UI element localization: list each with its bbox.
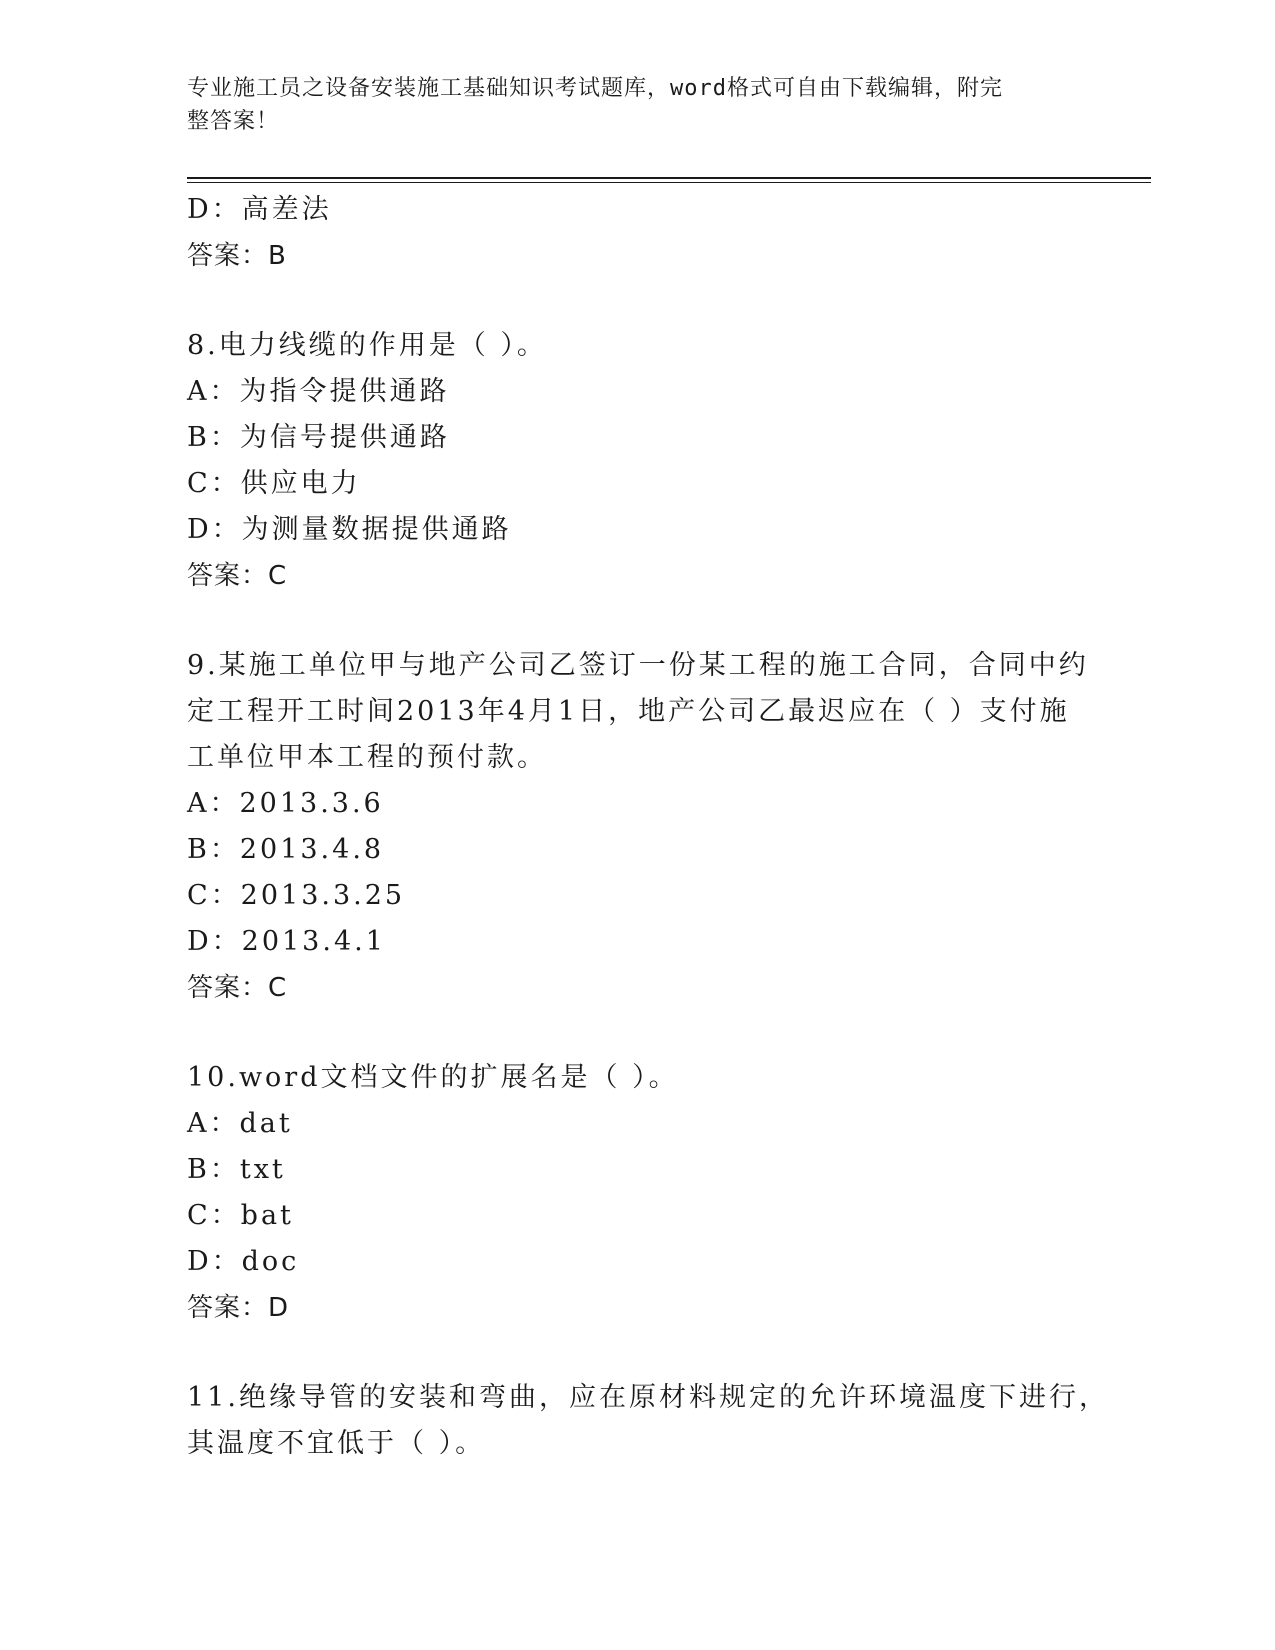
answer: 答案：B: [187, 241, 287, 271]
question-text-line-3: 工单位甲本工程的预付款。: [187, 742, 547, 773]
option-d: D：doc: [187, 1246, 300, 1277]
header-line-1: 专业施工员之设备安装施工基础知识考试题库，word格式可自由下载编辑，附完: [187, 76, 1003, 101]
spacer: [187, 1331, 1067, 1375]
question-text: 8.电力线缆的作用是（ ）。: [187, 330, 547, 361]
option-b: B：为信号提供通路: [187, 422, 450, 453]
question-11: [187, 1375, 1109, 1467]
question-text: 10.word文档文件的扩展名是（ ）。: [187, 1062, 679, 1093]
option-a: A：2013.3.6: [187, 788, 384, 819]
option-d: D：2013.4.1: [187, 926, 386, 957]
answer: 答案：C: [187, 561, 288, 591]
answer: 答案：D: [187, 1293, 290, 1323]
document-header: [187, 72, 1067, 138]
option-d: D：为测量数据提供通路: [187, 514, 512, 545]
header-divider-thin: [187, 182, 1151, 183]
option-d: D：高差法: [187, 194, 332, 225]
option-c: C：bat: [187, 1200, 294, 1231]
option-c: C：2013.3.25: [187, 880, 406, 911]
question-list: [187, 187, 1109, 1467]
option-c: C：供应电力: [187, 468, 361, 499]
option-b: B：txt: [187, 1154, 286, 1185]
question-10: [187, 1055, 1067, 1331]
spacer: [187, 279, 1067, 323]
header-line-2: 整答案！: [187, 109, 280, 134]
question-text-line-2: 定工程开工时间2013年4月1日，地产公司乙最迟应在（ ）支付施: [187, 696, 1070, 727]
answer: 答案：C: [187, 973, 288, 1003]
question-text-line-2: 其温度不宜低于（ ）。: [187, 1428, 486, 1459]
header-divider-thick: [187, 177, 1151, 179]
spacer: [187, 599, 1067, 643]
question-8: [187, 323, 1067, 599]
option-a: A：为指令提供通路: [187, 376, 450, 407]
question-9: [187, 643, 1089, 1011]
spacer: [187, 1011, 1067, 1055]
question-text-line-1: 11.绝缘导管的安装和弯曲，应在原材料规定的允许环境温度下进行，: [187, 1382, 1109, 1413]
option-b: B：2013.4.8: [187, 834, 385, 865]
question-text-line-1: 9.某施工单位甲与地产公司乙签订一份某工程的施工合同，合同中约: [187, 650, 1089, 681]
option-a: A：dat: [187, 1108, 293, 1139]
